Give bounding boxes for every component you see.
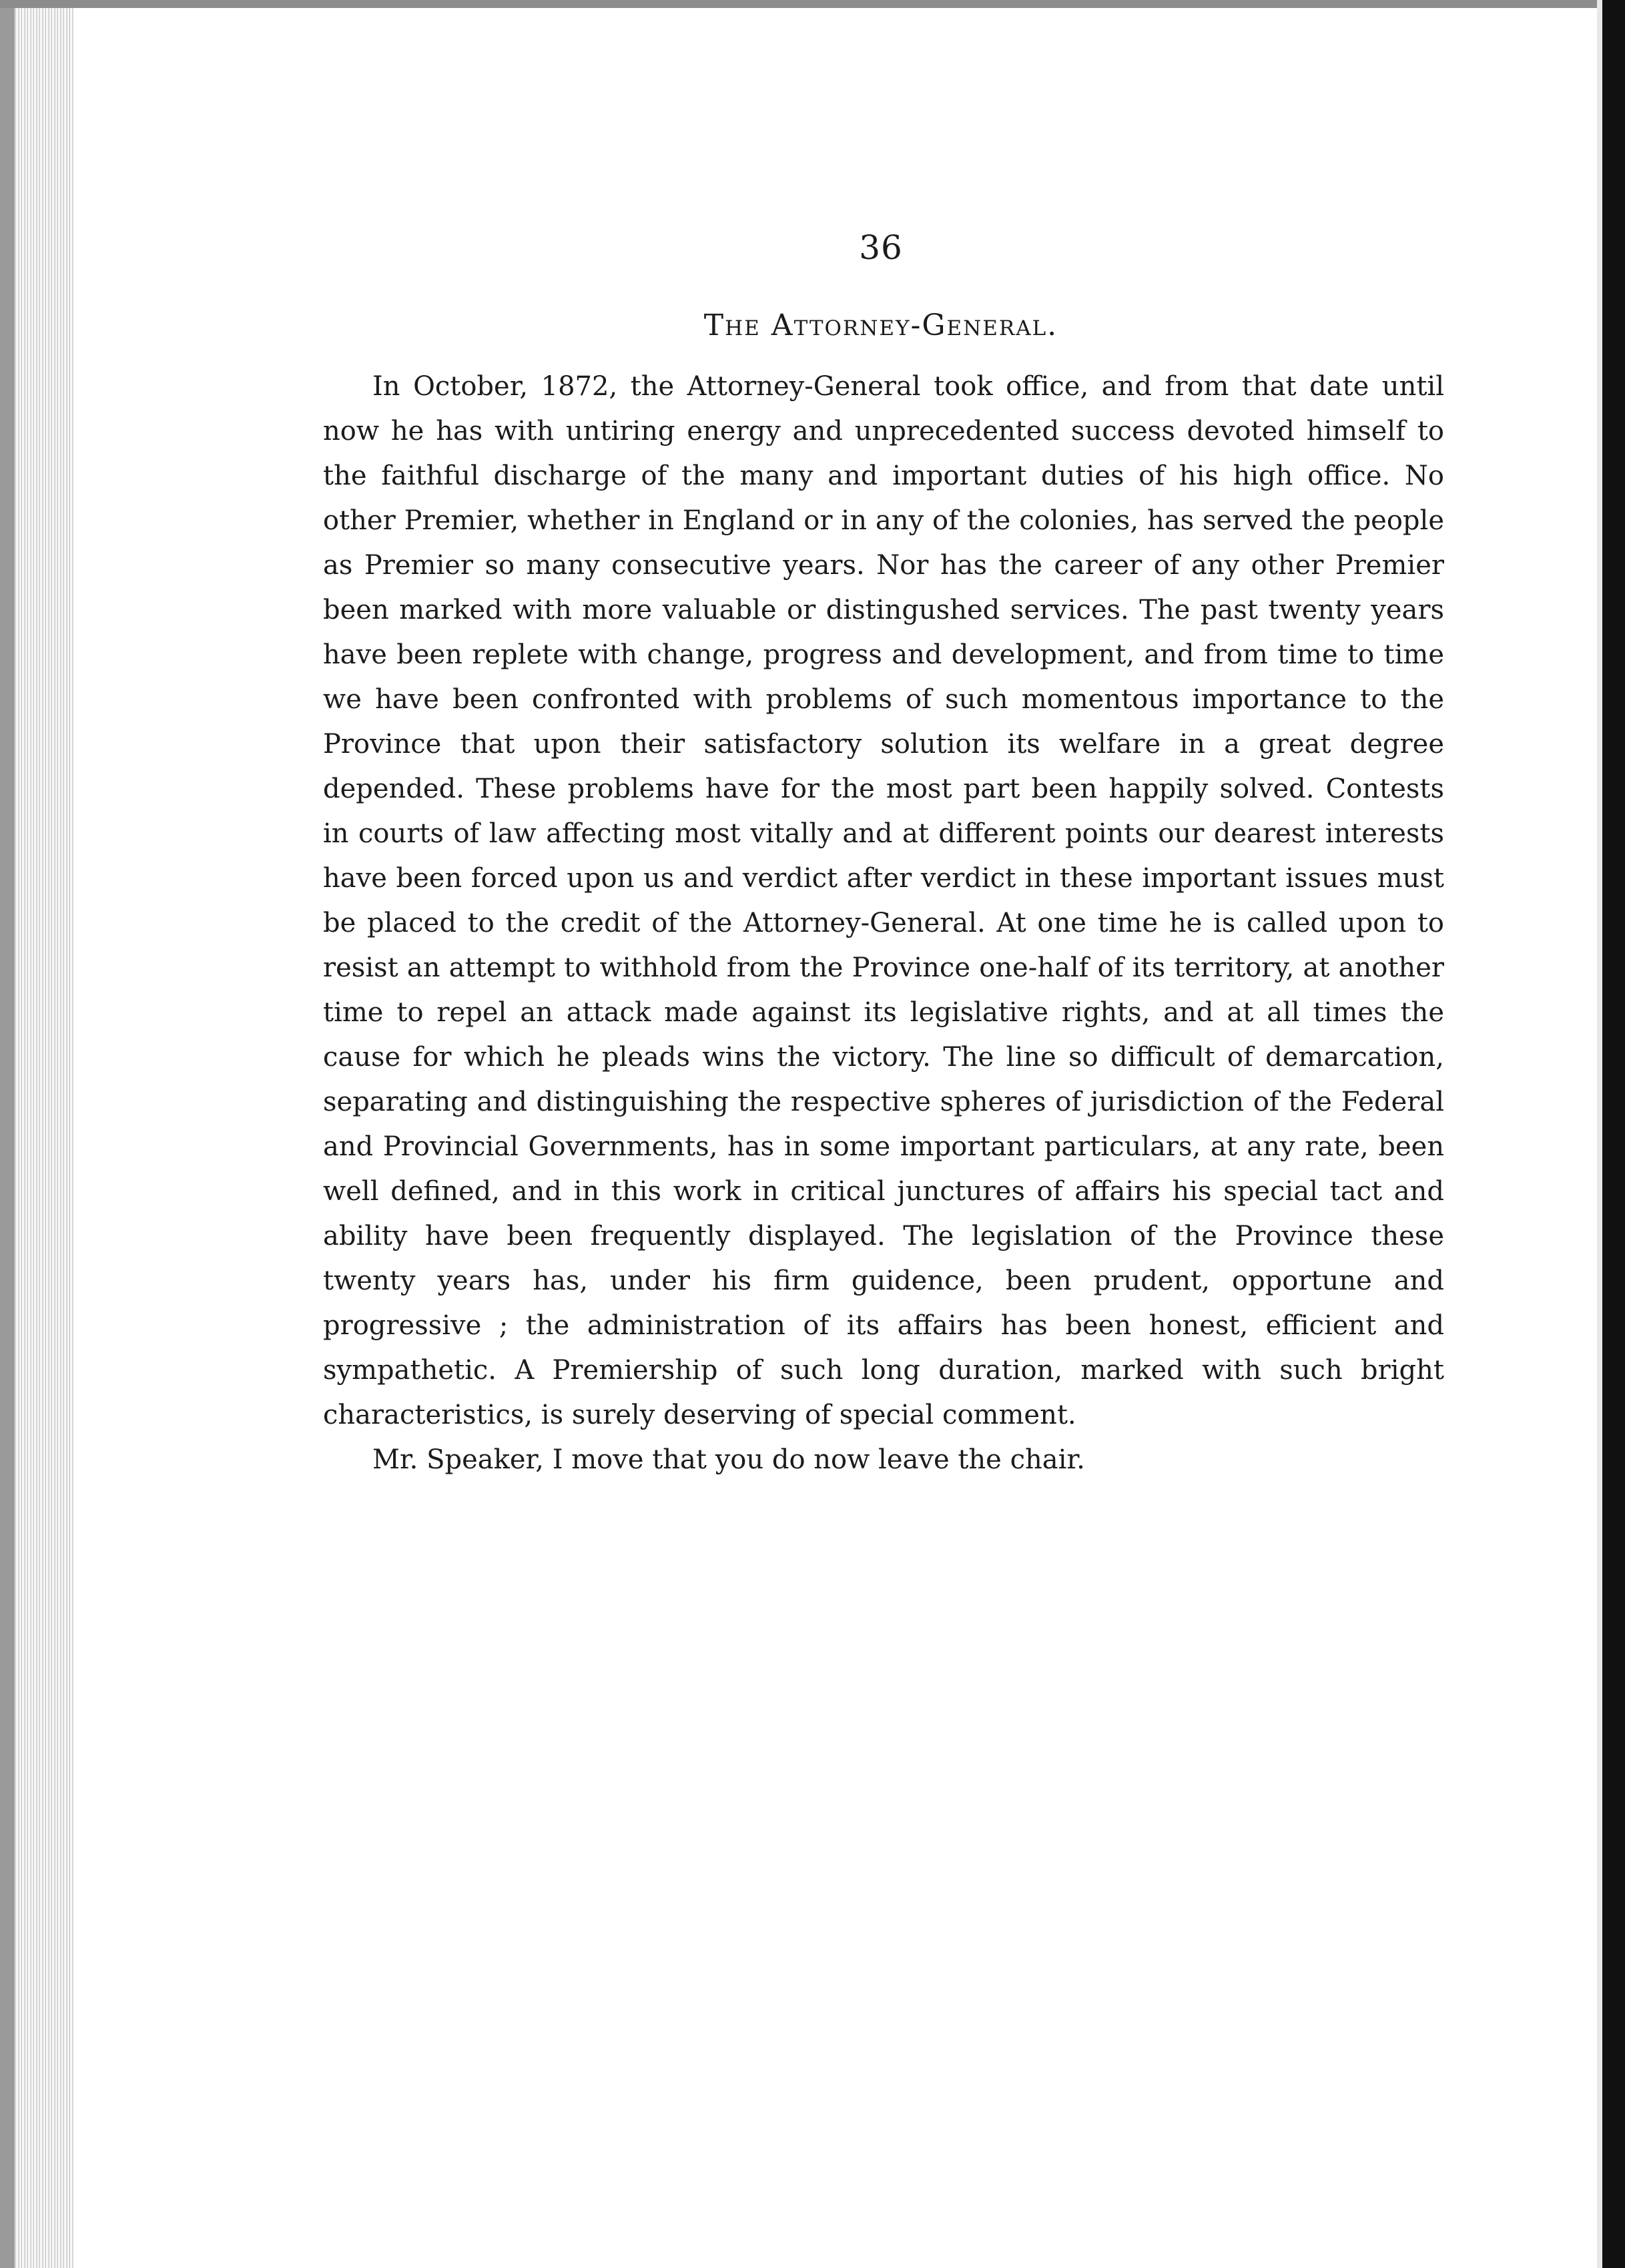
scan-right-edge [1602,0,1625,2268]
page-number: 36 [859,228,903,267]
body-text [323,364,1444,1482]
scan-left-shadow [0,0,15,2268]
paragraph-closing: Mr. Speaker, I move that you do now leave the chair. [372,1444,1085,1475]
section-heading: The Attorney-General. [703,308,1058,342]
scan-right-gap [1597,0,1602,2268]
scan-top-edge [0,0,1625,8]
paragraph-main: In October, 1872, the Attorney-General took office, and from that date until now he has with untiring energy and unprecedented success devoted himself to the faithful discharge of the many and important duties of his high office. No other Premier, whether in England or in any of the colonies, has served the people as Premier so many consecutive years. Nor has the career of any other Premier been marked with more valuable or distingushed services. The past twenty years have been replete with change, progress and development, and from time to time we have been confronted with problems of such momentous importance to the Province that upon their satisfactory solution its welfare in a great degree depended. These problems have for the most part been happily solved. Contests in courts of law affecting most vitally and at different points our dearest interests have been forced upon us and verdict after verdict in these important issues must be placed to the credit of the Attorney-General. At one time he is called upon to resist an attempt to withhold from the Province one-half of its territory, at another time to repel an attack made against its legislative rights, and at all times the cause for which he pleads wins the victory. The line so difficult of demarcation, separating and distinguishing the respective spheres of jurisdiction of the Federal and Provincial Governments, has in some important particulars, at any rate, been well defined, and in this work in critical junctures of affairs his special tact and ability have been frequently displayed. The legislation of the Province these twenty years has, under his firm guidence, been prudent, opportune and progressive ; the administration of its affairs has been honest, efficient and sympathetic. A Premiership of such long duration, marked with such bright characteristics, is surely deserving of special comment. [323,371,1444,1430]
